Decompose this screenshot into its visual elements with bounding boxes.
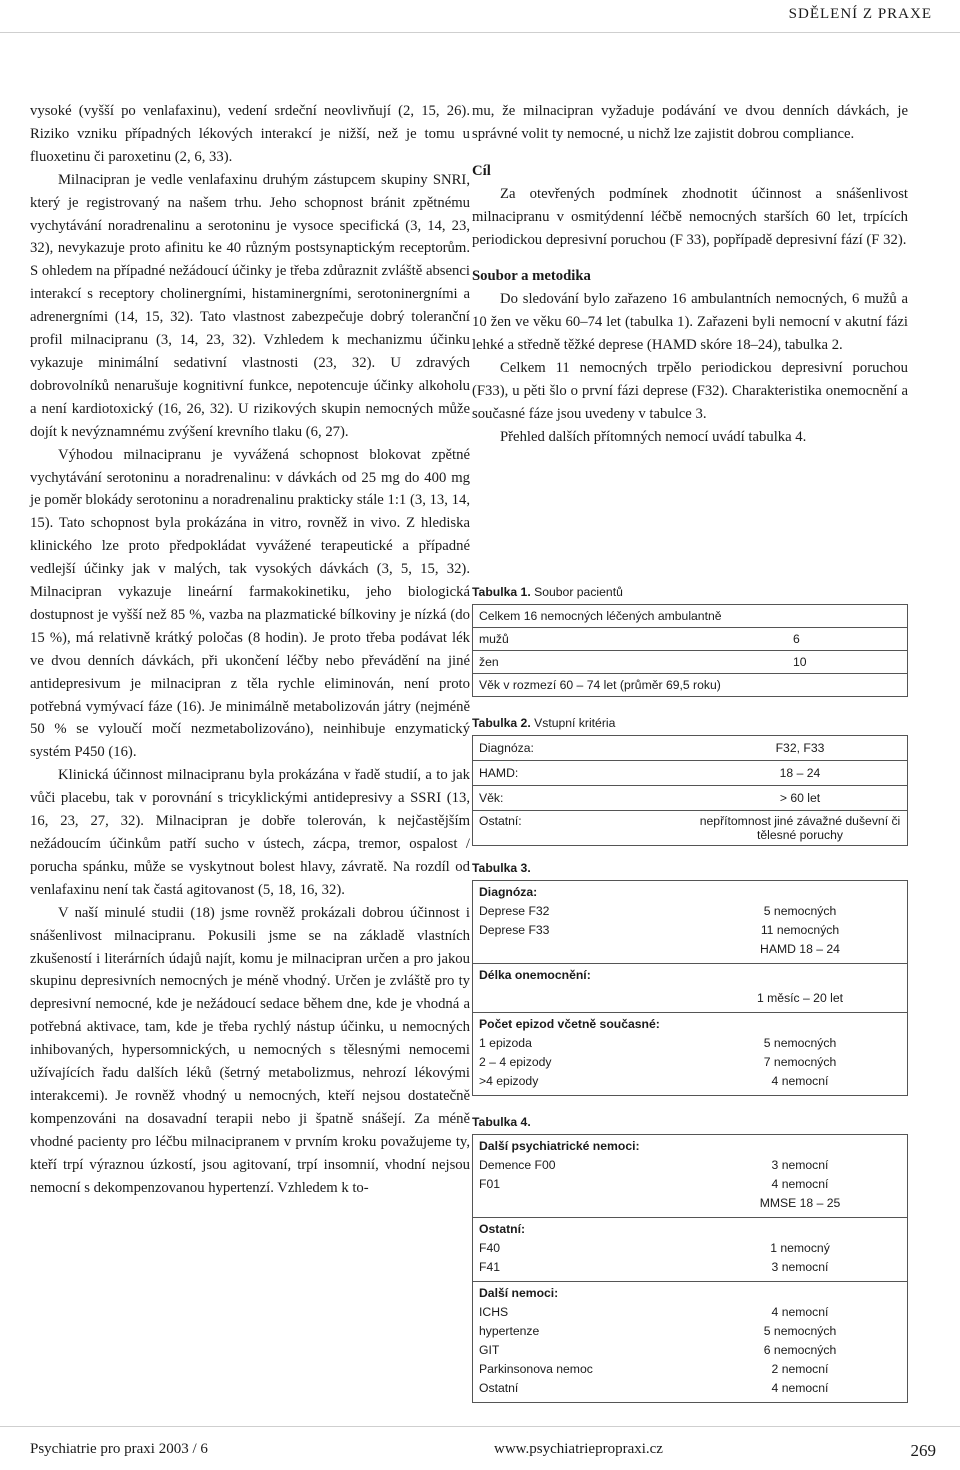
table3 [472,880,908,1096]
journal-url: www.psychiatriepropraxi.cz [494,1441,663,1457]
table-cell-value: 5 nemocných [763,1036,837,1050]
table-row [473,673,907,696]
table-row [473,1322,907,1341]
table3-diagnosis-head: Diagnóza: [479,885,538,899]
table-cell-value: 4 nemocní [771,1177,829,1191]
table-row [473,902,907,921]
table-cell-value: 10 [793,655,807,669]
table-row [473,785,907,810]
table-row [473,1239,907,1258]
table2-caption [472,715,912,731]
table-cell-label: >4 epizody [479,1074,539,1088]
table-cell-value: 5 nemocných [763,1324,837,1338]
table-cell-value: HAMD 18 – 24 [760,942,840,956]
table-cell-label: mužů [479,632,509,646]
paragraph: Výhodou milnacipranu je vyvážená schopnost blokovat zpětné vychytávání serotoninu a noradrenalinu: v dávkách od 25 mg do 400 mg je poměr blokády serotoninu a noradrenalinu prakticky stále 1:1 (3, 13, 14, 15). Tato schopnost byla prokázána in vitro, rovněž in vivo. Z hlediska klinického lze proto předpokládat vyvážené terapeutické a případné vedlejší účinky jak v malých, tak vysokých dávkách (3, 5, 15, 32). Milnacipran vykazuje lineární farmakokinetiku, jeho biologická dostupnost je vyšší než 85 %, vazba na plazmatické bílkoviny je nízká (do 15 %), má relativně krátký poločas (8 hodin). Je proto třeba podávat lék ve dvou denních dávkách, při ukončení léčby nebo převádění na jiné antidepresivum je milnacipran z těla rychle eliminován, není proto potřebná vymývací fáze (16). Je minimálně metabolizován játry (nejméně 50 % se vyloučí močí nezmetabolizováno), neinhibuje enzymatický systém P450 (16). [30,446,470,761]
table1-total: Celkem 16 nemocných léčených ambulantně [479,609,722,623]
table-row [473,1156,907,1175]
table-cell-label: F40 [479,1241,501,1255]
table-cell-value: 4 nemocní [771,1381,829,1395]
table-row [473,1341,907,1360]
table-cell-value: MMSE 18 – 25 [759,1196,841,1210]
table-cell-value: 5 nemocných [763,904,837,918]
table3-section-duration [473,963,907,1012]
table4-section-somatic [473,1281,907,1402]
table4-section-other [473,1217,907,1281]
table-row [473,940,907,959]
table-row [473,627,907,650]
table-cell-label: Deprese F33 [479,923,550,937]
table-cell-value: 4 nemocní [771,1305,829,1319]
table-row [473,1360,907,1379]
table1 [472,604,908,697]
table3-caption [472,860,912,876]
paragraph: mu, že milnacipran vyžaduje podávání ve dvou denních dávkách, je správné volit ty nemocné, u nichž lze zajistit dobrou compliance. [472,103,908,142]
paragraph: Za otevřených podmínek zhodnotit účinnost a snášenlivost milnacipranu v osmitýdenní léčbě nemocných starších 60 let, trpících periodickou depresivní poruchou (F 33), popřípadě depresivní fází (F 32). [472,185,908,248]
table4-caption [472,1114,912,1130]
table-cell-label: Ostatní [479,1381,519,1395]
table-row [473,736,907,760]
table2-title: Vstupní kritéria [534,716,616,730]
table-cell-value: > 60 let [779,791,821,805]
section-heading-metodika: Soubor a metodika [472,268,591,285]
journal-name: Psychiatrie pro praxi 2003 / 6 [30,1441,208,1457]
table1-label: Tabulka 1. [472,585,531,599]
paragraph: Do sledování bylo zařazeno 16 ambulantních nemocných, 6 mužů a 10 žen ve věku 60–74 let (tabulka 1). Zařazeni byli nemocní v akutní fázi lehké a středně těžké deprese (HAMD skóre 18–24), tabulka 2. [472,291,908,354]
table-row [473,1034,907,1053]
right-column [472,100,908,449]
table-row [473,760,907,785]
table-cell-value: 6 nemocných [763,1343,837,1357]
table2-label: Tabulka 2. [472,716,531,730]
table-cell-value: 4 nemocní [771,1074,829,1088]
table-cell-label: 2 – 4 epizody [479,1055,552,1069]
paragraph: Celkem 11 nemocných trpělo periodickou depresivní poruchou (F33), u pěti šlo o první fázi deprese (F32). Charakteristika onemocnění a současné fáze jsou uvedeny v tabulce 3. [472,360,908,422]
table2 [472,735,908,846]
table4-other-head: Ostatní: [479,1222,526,1236]
table-cell-value: 7 nemocných [763,1055,837,1069]
table-row [473,1258,907,1277]
table-cell-value: 18 – 24 [779,766,821,780]
table-cell-label: GIT [479,1343,500,1357]
table-cell-label: F01 [479,1177,501,1191]
table1-title: Soubor pacientů [534,585,623,599]
table-cell-label: hypertenze [479,1324,540,1338]
table1-caption [472,584,912,600]
table1-age: Věk v rozmezí 60 – 74 let (průměr 69,5 roku) [479,678,721,692]
table-cell-value: 1 měsíc – 20 let [756,991,844,1005]
table3-section-episodes [473,1012,907,1095]
paragraph: vysoké (vyšší po venlafaxinu), vedení srdeční neovlivňují (2, 15, 26). Riziko vzniku případných lékových interakcí je nižší, než je tomu u fluoxetinu či paroxetinu (2, 6, 33). [30,103,470,165]
table-cell-value: 3 nemocní [771,1158,829,1172]
table-row [473,605,907,627]
table4 [472,1134,908,1403]
table-cell-label: Parkinsonova nemoc [479,1362,593,1376]
table3-label: Tabulka 3. [472,861,531,875]
table-row [473,921,907,940]
table-cell-label [473,1194,693,1213]
table-row [473,1053,907,1072]
table-cell-label: Ostatní: [479,814,522,828]
table-cell-label [473,940,693,959]
table-row [473,1303,907,1322]
page-number: 269 [910,1441,936,1460]
table-cell-label: F41 [479,1260,501,1274]
table-cell-label: Diagnóza: [479,741,534,755]
table-cell-label: žen [479,655,499,669]
table-cell-value: 3 nemocní [771,1260,829,1274]
table4-label: Tabulka 4. [472,1115,531,1129]
table-cell-label: HAMD: [479,766,519,780]
paragraph: Milnacipran je vedle venlafaxinu druhým zástupcem skupiny SNRI, který je registrovaný na našem trhu. Jeho schopnost bránit zpětnému vychytávání noradrenalinu a serotoninu je vysoce specifická (3, 14, 23, 32), nevykazuje proto afinitu ke 40 různým postsynaptickým receptorům. S ohledem na případné nežádoucí účinky je třeba zdůraznit zvláště absenci interakcí s receptory cholinergními, histaminergními, serotoninergními a adrenergními (14, 15, 32). Tato vlastnost zabezpečuje dobrý toleranční profil milnacipranu (3, 14, 23, 32). Vzhledem k mechanizmu účinku vykazuje minimální sedativní vlastnosti (23, 32). U zdravých dobrovolníků nenarušuje kognitivní funkce, nepotencuje účinky alkoholu a není kardiotoxický (16, 26, 32). U rizikových skupin nemocných může dojít k nevýznamnému zvýšení krevního tlaku (6, 27). [30,171,470,440]
table-row [473,989,907,1008]
table-row [473,650,907,673]
paragraph: Klinická účinnost milnacipranu byla prokázána v řadě studií, a to jak vůči placebu, tak v porovnání s tricyklickými antidepresivy a SSRI (13, 16, 23, 27, 32). Milnacipran je dobře tolerován, k nejčastějším nežádoucím účinkům patří sucho v ústech, zácpa, tremor, ospalost / porucha spánku, může se vyskytnout bolest hlavy, závratě. Na rozdíl od venlafaxinu není tak častá agitovanost (5, 18, 16, 32). [30,767,470,898]
table3-duration-head: Délka onemocnění: [479,968,591,982]
table-row [473,1194,907,1213]
table-cell-label: Věk: [479,791,504,805]
table-cell-label [473,989,693,1008]
table-cell-label: Deprese F32 [479,904,550,918]
table-row [473,1379,907,1398]
table-cell-label: ICHS [479,1305,509,1319]
page-footer [0,1426,960,1470]
table-row [473,1175,907,1194]
table3-episodes-head: Počet epizod včetně současné: [479,1017,660,1031]
section-heading-cil: Cíl [472,162,491,179]
table-cell-value: 6 [793,632,800,646]
table-cell-label: 1 epizoda [479,1036,532,1050]
table-cell-value: 2 nemocní [771,1362,829,1376]
table-cell-label: Demence F00 [479,1158,556,1172]
left-column [30,100,470,1200]
table3-section-diagnosis [473,881,907,963]
table-row [473,1072,907,1091]
table-cell-value: nepřítomnost jiné závažné duševní či tělesné poruchy [699,814,901,842]
section-title: SDĚLENÍ Z PRAXE [788,6,932,22]
paragraph: Přehled dalších přítomných nemocí uvádí tabulka 4. [500,428,807,445]
tables-area [472,584,912,1403]
table4-somatic-head: Další nemoci: [479,1286,559,1300]
paragraph: V naší minulé studii (18) jsme rovněž prokázali dobrou účinnost i snášenlivost milnacipranu. Pokusili jsme se na základě vlastních zkušeností i literárních údajů najít, komu je milnacipran určen a pro jakou skupinu depresivních nemocných je méně vhodný. Určen je zvláště pro ty depresivní nemocné, kde je nežádoucí sedace během dne, kde je vhodná a potřebná aktivace, tam, kde je třeba rychlý nástup účinku, u nemocných inhibovaných, hypersomnických, u nemocných s tělesnými nemocemi užívajících řadu dalších léků (šetrný metabolizmus, nehrozí lékovými interakcemi). Je rovněž vhodný u nemocných, kteří nejsou dostatečně kompenzováni na dosavadní terapii nebo ji špatně snášejí. Za méně vhodné pacienty pro léčbu milnacipranem v prvním kroku považujeme ty, kteří trpí výraznou úzkostí, jsou agitovaní, trpí insomnií, vhodní nejsou nemocní s dekompenzovanou hypertenzí. Vzhledem k to- [30,904,470,1196]
table-cell-value: F32, F33 [775,741,825,755]
table4-section-psych [473,1135,907,1217]
table-row [473,810,907,845]
table-cell-value: 1 nemocný [770,1241,830,1255]
table4-psych-head: Další psychiatrické nemoci: [479,1139,640,1153]
page-header [0,0,960,33]
table-cell-value: 11 nemocných [760,923,840,937]
